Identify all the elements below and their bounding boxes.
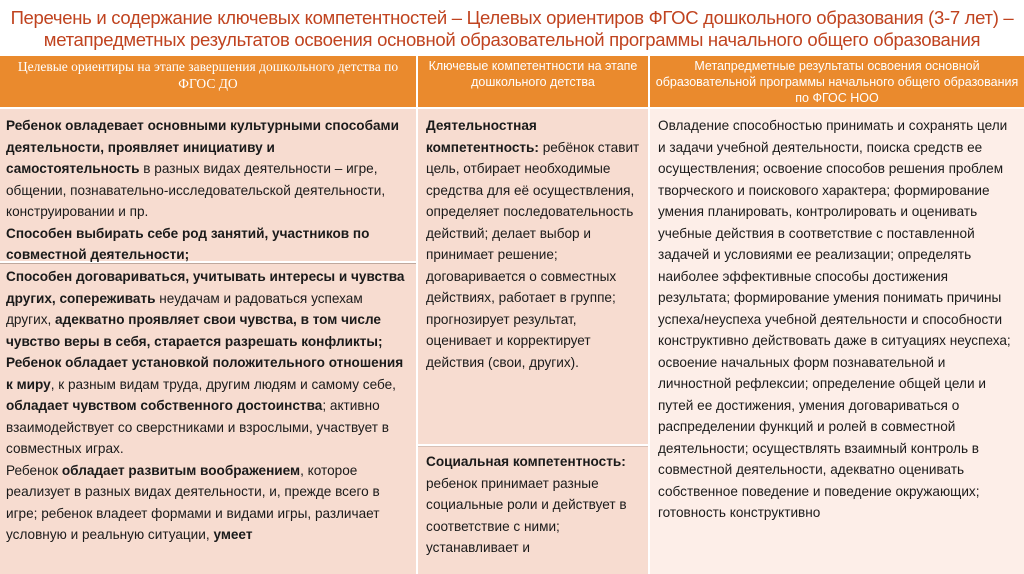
cell-guidelines-initiative <box>0 109 416 261</box>
text-bold: Ребенок обладает установкой положительного отношения к миру <box>6 355 404 392</box>
text-bold: Ребенок овладевает основными культурными способами деятельности, проявляет инициативу и самостоятельность <box>6 118 399 176</box>
cell-metasubject-results <box>650 109 1024 574</box>
cell-activity-competence <box>418 109 648 444</box>
text: в разных видах деятельности – игре, общении, познавательно-исследовательской деятельности, конструировании и пр. <box>6 161 386 219</box>
text-bold: Способен договариваться, учитывать интересы и чувства других, сопереживать <box>6 269 405 306</box>
text: , к разным видам труда, другим людям и самому себе, <box>50 376 396 392</box>
text: Ребенок <box>6 462 62 478</box>
column-divider <box>416 109 418 574</box>
text-bold: обладает развитым воображением <box>61 462 301 478</box>
header-target-guidelines: Целевые ориентиры на этапе завершения дошкольного детства по ФГОС ДО <box>0 56 416 107</box>
text-bold: адекватно проявляет свои чувства, в том числе чувство веры в себя, старается разрешать конфликты; <box>6 312 383 349</box>
text-bold: умеет <box>213 527 253 542</box>
text-bold: Социальная компетентность: <box>426 454 626 469</box>
cell-social-competence <box>418 446 648 574</box>
text: неудачам и радоваться успехам других, <box>6 290 363 327</box>
text: ребенок принимает разные социальные роли и действует в соответствие с ними; устанавливает и <box>426 475 627 555</box>
text-bold: обладает чувством собственного достоинства <box>6 398 323 413</box>
text: , которое реализует в разных видах деятельности, и, прежде всего в игре; ребенок владеет формами и видами игры, различает условную и реальную ситуации, <box>6 462 380 542</box>
text: Овладение способностью принимать и сохранять цели и задачи учебной деятельности, поиска средств ее осуществления; освоение способов решения проблем творческого и поискового характера; формирование умения планировать, контролировать и оценивать учебные действия в соответствие с поставленной задачей и условиями ее реализации; определять наиболее эффективные способы достижения результата; формирование умения понимать причины успеха/неуспеха учебной деятельности и способности конструктивно действовать даже в ситуациях неуспеха; освоение начальных форм познавательной и личностной рефлексии; определение общей цели и путей ее достижения, умения договариваться о распределении функций и ролей в совместной деятельности; осуществлять взаимный контроль в совместной деятельности, адекватно оценивать собственное поведение и поведение окружающих; готовность конструктивно <box>658 118 1011 520</box>
text-bold: Деятельностная компетентность: <box>426 118 539 155</box>
title-line-2: метапредметных результатов освоения основной образовательной программы начального общего образования <box>43 29 981 50</box>
column-divider <box>648 109 650 574</box>
header-metasubject-results: Метапредметные результаты освоения основной образовательной программы начального общего образования по ФГОС НОО <box>650 56 1024 107</box>
cell-guidelines-social <box>0 263 416 574</box>
title-line-1: Перечень и содержание ключевых компетентностей – Целевых ориентиров ФГОС дошкольного образования (3-7 лет) – <box>10 7 1014 28</box>
header-key-competencies: Ключевые компетентности на этапе дошкольного детства <box>418 56 648 107</box>
text-bold: Способен выбирать себе род занятий, участников по совместной деятельности; <box>6 225 370 262</box>
text: ; активно взаимодействует со сверстниками и взрослыми, участвует в совместных играх. <box>6 398 389 456</box>
text: ребёнок ставит цель, отбирает необходимые средства для её осуществления, определяет последовательность действий; делает выбор и принимает решение; договаривается о совместных действиях, работает в группе; прогнозирует результат, оценивает и корректирует действия (свои, других). <box>426 139 640 370</box>
slide-title <box>0 0 1024 56</box>
